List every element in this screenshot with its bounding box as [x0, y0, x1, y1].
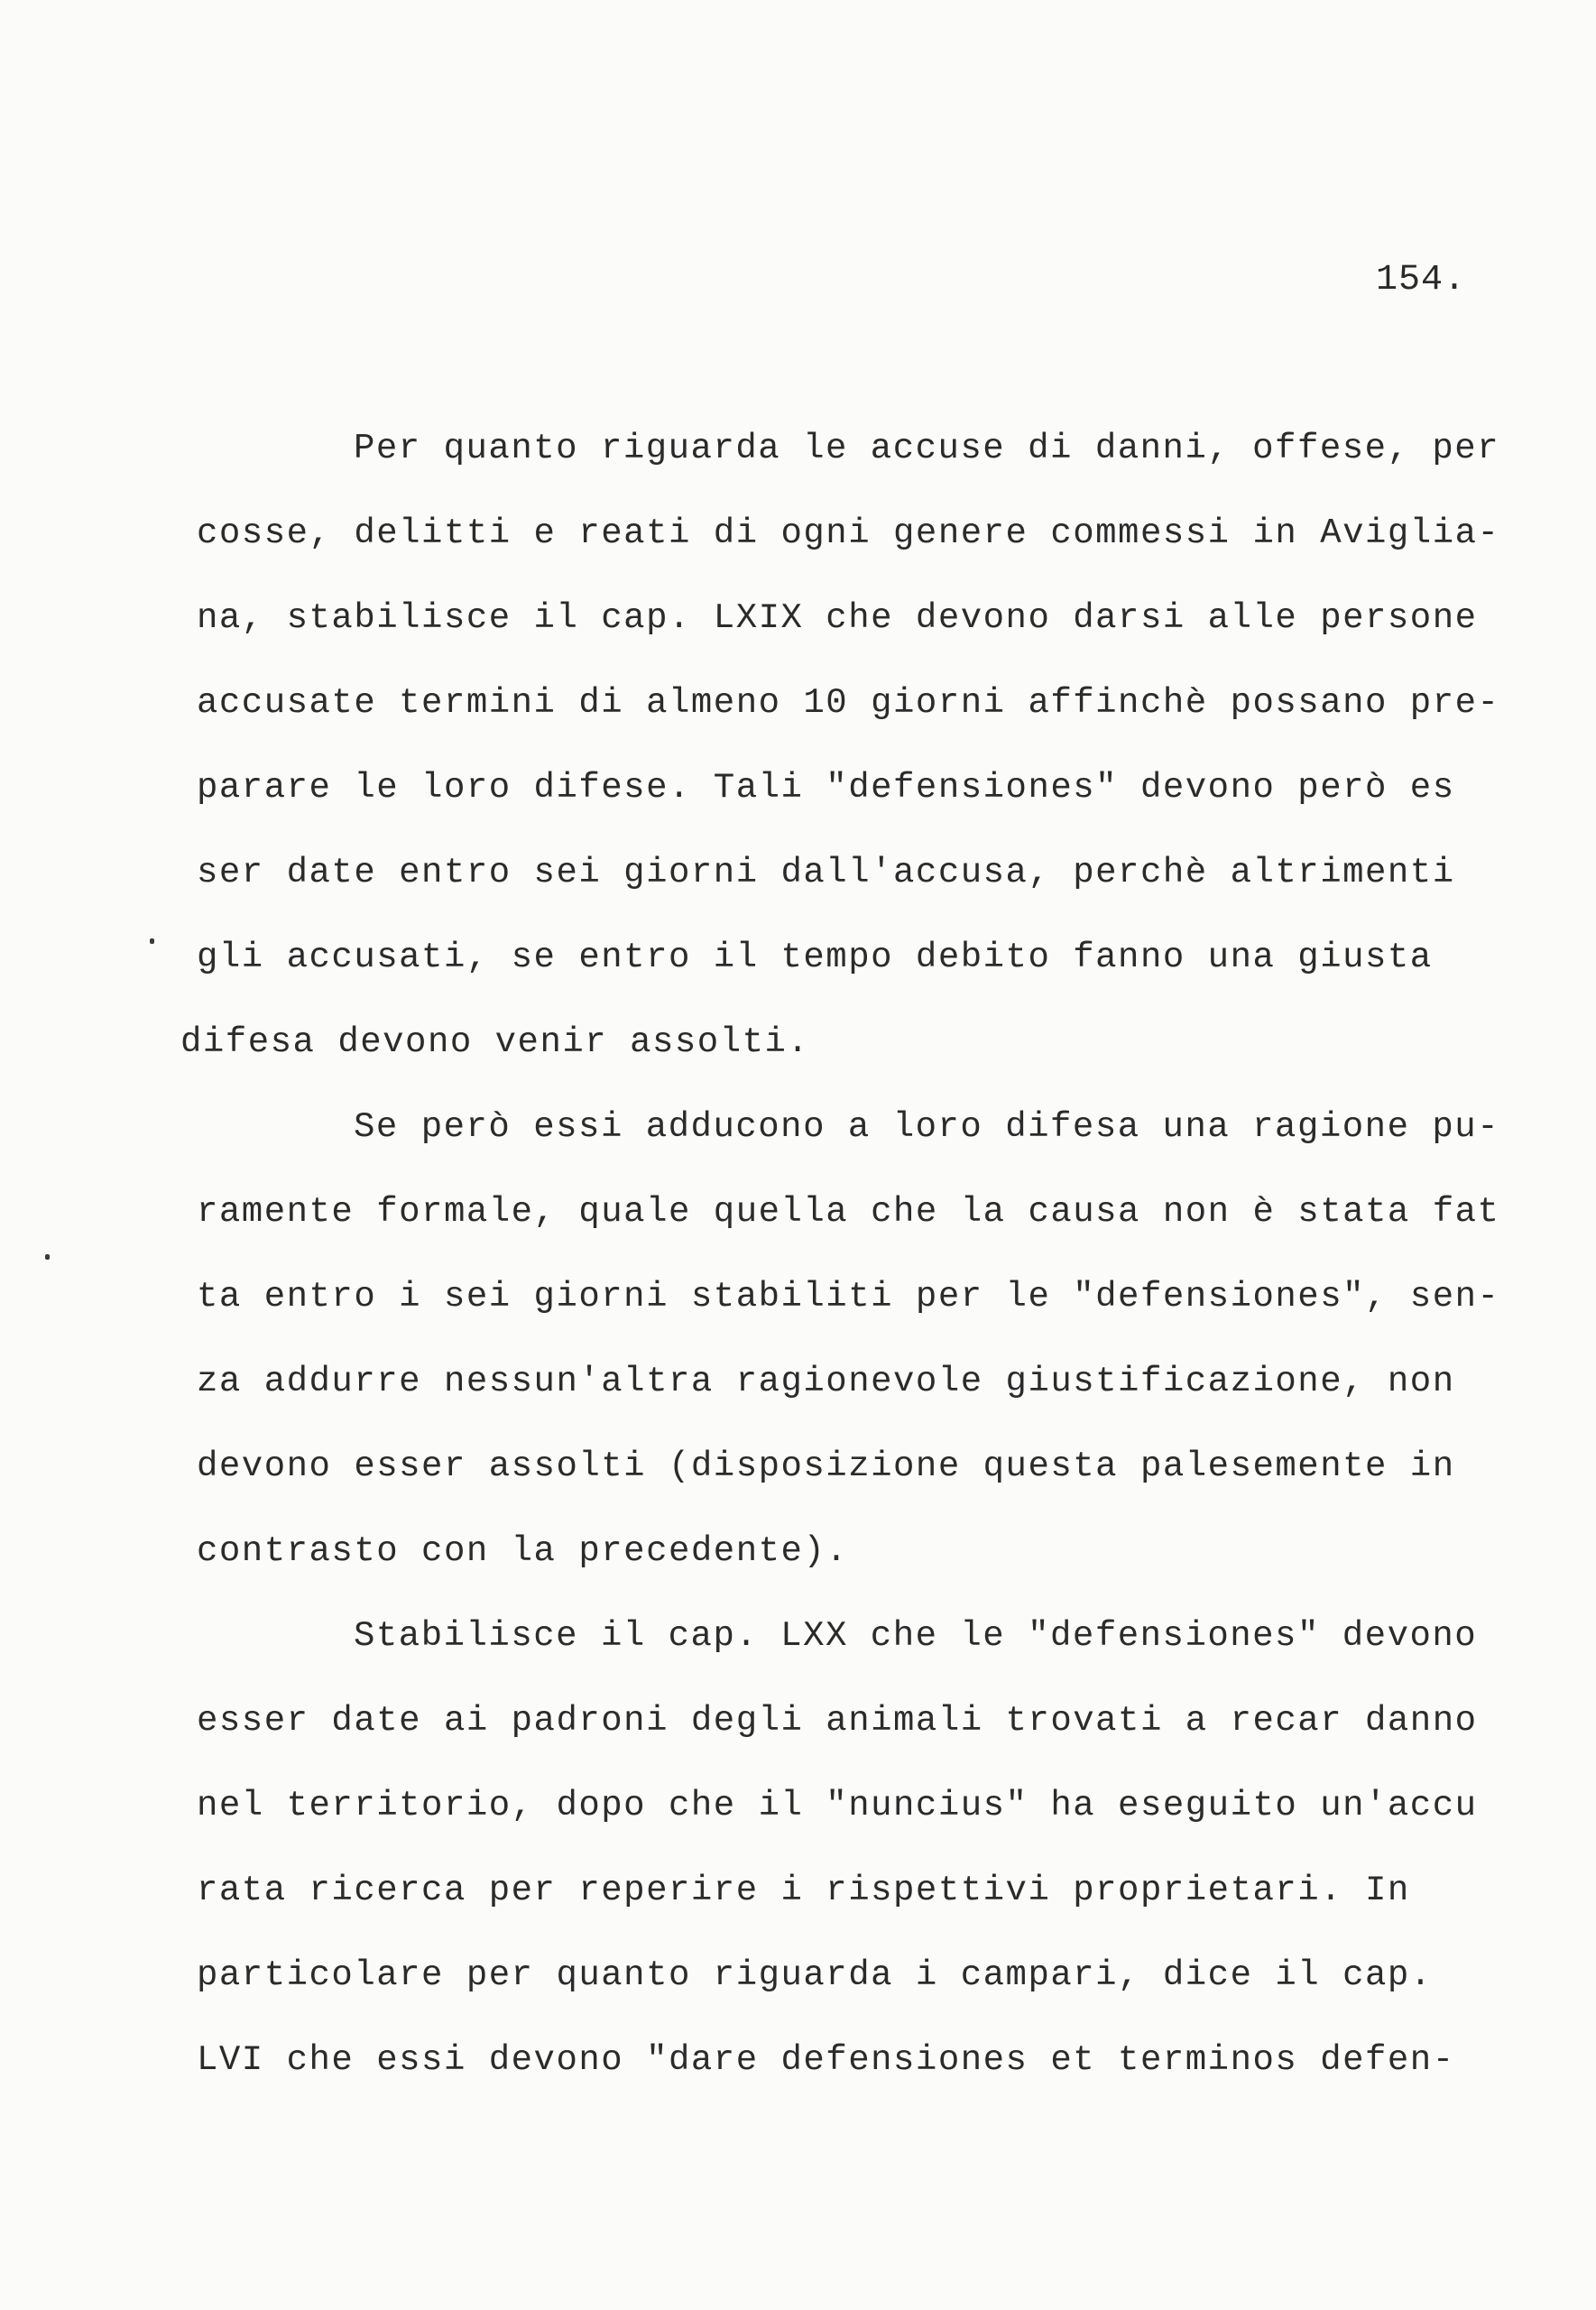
text-line: Se però essi adducono a loro difesa una ragione pu-: [354, 1107, 1500, 1147]
text-line: contrasto con la precedente).: [197, 1531, 849, 1571]
text-line: accusate termini di almeno 10 giorni affinchè possano pre-: [197, 683, 1500, 723]
text-line: esser date ai padroni degli animali trovati a recar danno: [197, 1701, 1478, 1741]
text-line: gli accusati, se entro il tempo debito fanno una giusta: [197, 938, 1433, 977]
page-number: 154.: [1376, 260, 1467, 300]
text-line: difesa devono venir assolti.: [180, 1022, 810, 1062]
text-line: ser date entro sei giorni dall'accusa, perchè altrimenti: [197, 853, 1455, 892]
text-line: rata ricerca per reperire i rispettivi proprietari. In: [197, 1871, 1410, 1910]
text-line: devono esser assolti (disposizione questa palesemente in: [197, 1446, 1455, 1486]
text-line: cosse, delitti e reati di ogni genere commessi in Aviglia-: [197, 513, 1500, 553]
text-line: ta entro i sei giorni stabiliti per le "defensiones", sen-: [197, 1277, 1500, 1317]
text-line: Per quanto riguarda le accuse di danni, offese, per: [354, 429, 1500, 468]
text-line: nel territorio, dopo che il "nuncius" ha eseguito un'accu: [197, 1786, 1478, 1825]
text-line: na, stabilisce il cap. LXIX che devono darsi alle persone: [197, 598, 1478, 638]
text-line: particolare per quanto riguarda i campari, dice il cap.: [197, 1955, 1433, 1995]
stray-ink-mark: [150, 938, 154, 944]
text-line: Stabilisce il cap. LXX che le "defensiones" devono: [354, 1616, 1478, 1656]
text-line: ramente formale, quale quella che la causa non è stata fat: [197, 1192, 1500, 1232]
text-line: za addurre nessun'altra ragionevole giustificazione, non: [197, 1362, 1455, 1401]
text-line: LVI che essi devono "dare defensiones et terminos defen-: [197, 2040, 1455, 2080]
stray-ink-mark: [45, 1254, 50, 1260]
text-line: parare le loro difese. Tali "defensiones" devono però es: [197, 768, 1455, 808]
